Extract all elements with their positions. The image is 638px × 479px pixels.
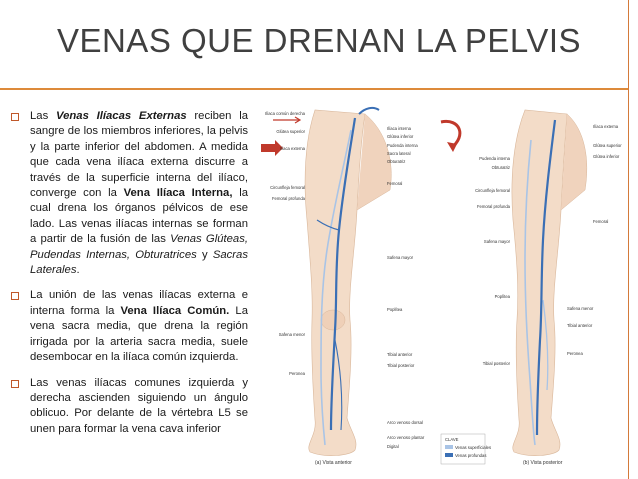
bullet-text-run: Sacras Laterales [30,248,248,277]
bullet-text-run: La vena sacra media, que drena la región irrigada por la arteria sacra media, suele desembocar en la ilíaca común izquierda. [30,304,248,364]
bullet-text-run: la cual drena los órganos pélvicos de ese lado. Las venas ilíacas internas se forman a partir de la fusión de las [30,187,248,246]
anterior-leg-illustration [305,108,391,456]
bullet-item [8,288,248,365]
right-accent-line [628,0,629,479]
label-glutea-inferior: Glútea inferior [387,134,414,139]
bullet-item [8,109,248,278]
label-safena-mayor-posterior: Safena mayor [483,239,510,244]
bullet-text [30,289,248,363]
bullet-square-icon [11,113,19,121]
key-superficial: Venas superficiales [455,445,492,450]
label-iliaca-interna: Ilíaca interna [387,126,411,131]
label-digital: Digital [387,444,399,449]
label-iliaca-externa-posterior: Ilíaca externa [593,124,619,129]
figure-key [441,434,491,464]
caption-posterior: (b) Vista posterior [523,460,563,466]
bullet-text-run: Venas Ilíacas Externas [55,110,187,122]
bullet-text-run: Las venas ilíacas comunes izquierda y derecha ascienden siguiendo un ángulo oblicuo. Por delante de la vértebra L5 se unen para formar la vena cava inferior [30,376,248,435]
label-peronea-posterior: Peronea [567,351,583,356]
bullet-square-icon [11,380,19,388]
label-arco-venoso-plantar: Arco venoso plantar [387,435,425,440]
bullet-text-run: Venas Glúteas, Pudendas Internas, Obturatrices [30,233,248,261]
label-femoral-posterior: Femoral [593,219,609,224]
bullet-text-run: Vena Ilíaca Interna, [123,187,233,200]
posterior-leg-illustration [512,110,587,456]
key-deep: Venas profundas [455,453,487,458]
label-poplitea-posterior: Poplítea [494,294,510,299]
label-circunfleja-femoral-posterior: Circunfleja femoral [475,188,510,193]
label-obturatriz: Obturatriz [387,159,406,164]
label-tibial-posterior: Tibial posterior [387,363,415,368]
bullet-text-run: La unión de las venas ilíacas externa e interna forma la [30,289,248,317]
label-glutea-inferior-posterior: Glútea inferior [593,154,620,159]
label-glutea-superior: Glútea superior [276,129,305,134]
slide-title: VENAS QUE DRENAN LA PELVIS [56,22,582,59]
label-pudenda-interna-posterior: Pudenda interna [479,156,510,161]
bullet-text-run: Las [30,110,56,122]
label-safena-mayor: Safena mayor [387,255,414,260]
label-femoral: Femoral [387,181,403,186]
caption-anterior: (a) Vista anterior [315,460,352,466]
label-pudenda-interna: Pudenda interna [387,143,418,148]
label-obturatriz-posterior: Obturatriz [491,165,510,170]
label-iliaca-comun-derecha: Ilíaca común derecha [264,111,305,116]
bullet-item [8,376,248,438]
leg-veins-figure [255,100,623,472]
label-peronea: Peronea [289,371,305,376]
posterior-left-labels [475,156,511,366]
label-glutea-superior-posterior: Glútea superior [593,143,622,148]
bullet-list [8,109,248,447]
bullet-text-run: y [196,248,213,261]
label-iliaca-externa: Ilíaca externa [279,146,305,151]
bullet-text-run: reciben la sangre de los miembros inferiores, la pelvis y la parte inferior del abdomen. A medida que cada vena ilíaca externa discurre a través de la superficie interna del ilíaco, converge con la [30,110,248,200]
label-arco-venoso-dorsal: Arco venoso dorsal [387,420,423,425]
label-safena-menor-posterior: Safena menor [567,306,594,311]
label-poplitea: Poplítea [387,307,403,312]
bullet-text [30,377,248,435]
title-rule [0,88,628,90]
anterior-right-labels [387,126,425,449]
label-circunfleja-femoral: Circunfleja femoral [270,185,305,190]
bullet-text [30,110,248,276]
label-femoral-profunda: Femoral profunda [271,196,305,201]
label-femoral-profunda-posterior: Femoral profunda [476,204,510,209]
label-tibial-posterior-posterior: Tibial posterior [482,361,510,366]
label-sacra-lateral: Sacra lateral [387,151,411,156]
label-tibial-anterior-posterior: Tibial anterior [567,323,593,328]
bullet-text-run: . [76,264,80,277]
bullet-text-run: Vena Ilíaca Común. [120,304,230,317]
key-title: CLAVE [445,437,459,442]
label-safena-menor: Safena menor [278,332,305,337]
bullet-square-icon [11,292,19,300]
label-tibial-anterior: Tibial anterior [387,352,413,357]
